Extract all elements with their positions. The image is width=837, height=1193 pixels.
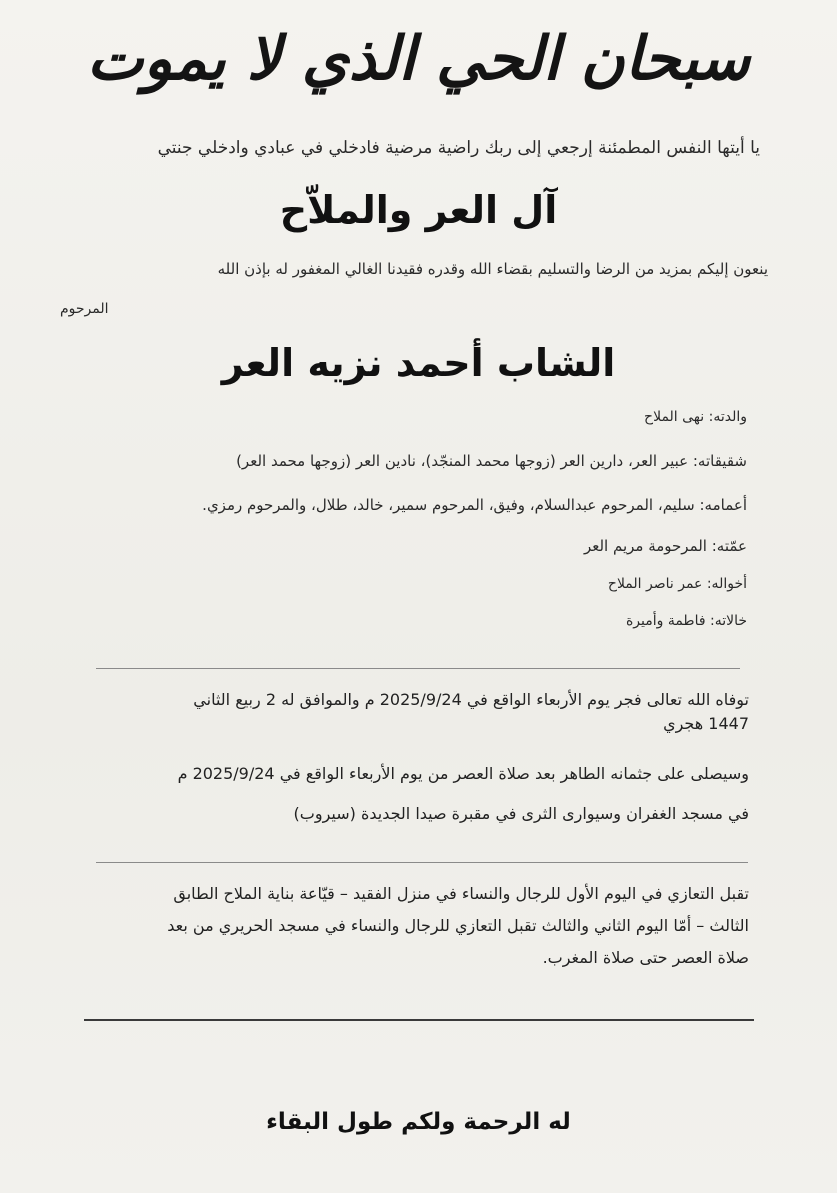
- quran-verse: يا أيتها النفس المطمئنة إرجعي إلى ربك راضية مرضية فادخلي في عبادي وادخلي جنتي: [157, 138, 760, 158]
- divider-1: [96, 668, 740, 669]
- relative-uncles: أعمامه: سليم، المرحوم عبدالسلام، وفيق، المرحوم سمير، خالد، طلال، والمرحوم رمزي.: [202, 496, 747, 514]
- condolences-line-2: الثالث – أمّا اليوم الثاني والثالث تقبل التعازي للرجال والنساء في مسجد الحريري من بعد: [167, 916, 749, 935]
- closing-prayer: له الرحمة ولكم طول البقاء: [266, 1109, 571, 1135]
- relative-maternal-aunts: خالاته: فاطمة وأميرة: [625, 613, 747, 629]
- divider-3: [84, 1019, 754, 1021]
- relative-mother: والدته: نهى الملاح: [644, 409, 747, 425]
- death-notice-line-2: 1447 هجري: [663, 714, 749, 733]
- relative-aunt: عمّته: المرحومة مريم العر: [583, 537, 747, 555]
- calligraphy-header: سبحان الحي الذي لا يموت: [86, 24, 751, 94]
- deceased-name: الشاب أحمد نزيه العر: [221, 341, 616, 385]
- announcement-line-2: المرحوم: [60, 301, 109, 317]
- relative-sisters: شقيقاته: عبير العر، دارين العر (زوجها محمد المنجّد)، نادين العر (زوجها محمد العر): [236, 452, 747, 470]
- family-name: آل العر والملاّح: [279, 188, 558, 232]
- condolences-line-3: صلاة العصر حتى صلاة المغرب.: [542, 948, 749, 967]
- announcement-line-1: ينعون إليكم بمزيد من الرضا والتسليم بقضاء الله وقدره فقيدنا الغالي المغفور له بإذن الله: [217, 260, 768, 278]
- relative-maternal-uncles: أخواله: عمر ناصر الملاح: [607, 576, 747, 592]
- condolences-line-1: تقبل التعازي في اليوم الأول للرجال والنساء في منزل الفقيد – قيّاعة بناية الملاح الطابق: [173, 884, 749, 903]
- death-notice-line-3: وسيصلى على جثمانه الطاهر بعد صلاة العصر من يوم الأربعاء الواقع في 2025/9/24 م: [177, 764, 749, 783]
- divider-2: [96, 862, 748, 863]
- death-notice-line-4: في مسجد الغفران وسيوارى الثرى في مقبرة صيدا الجديدة (سيروب): [293, 804, 749, 823]
- death-notice-line-1: توفاه الله تعالى فجر يوم الأربعاء الواقع في 2025/9/24 م والموافق له 2 ربيع الثاني: [193, 690, 749, 709]
